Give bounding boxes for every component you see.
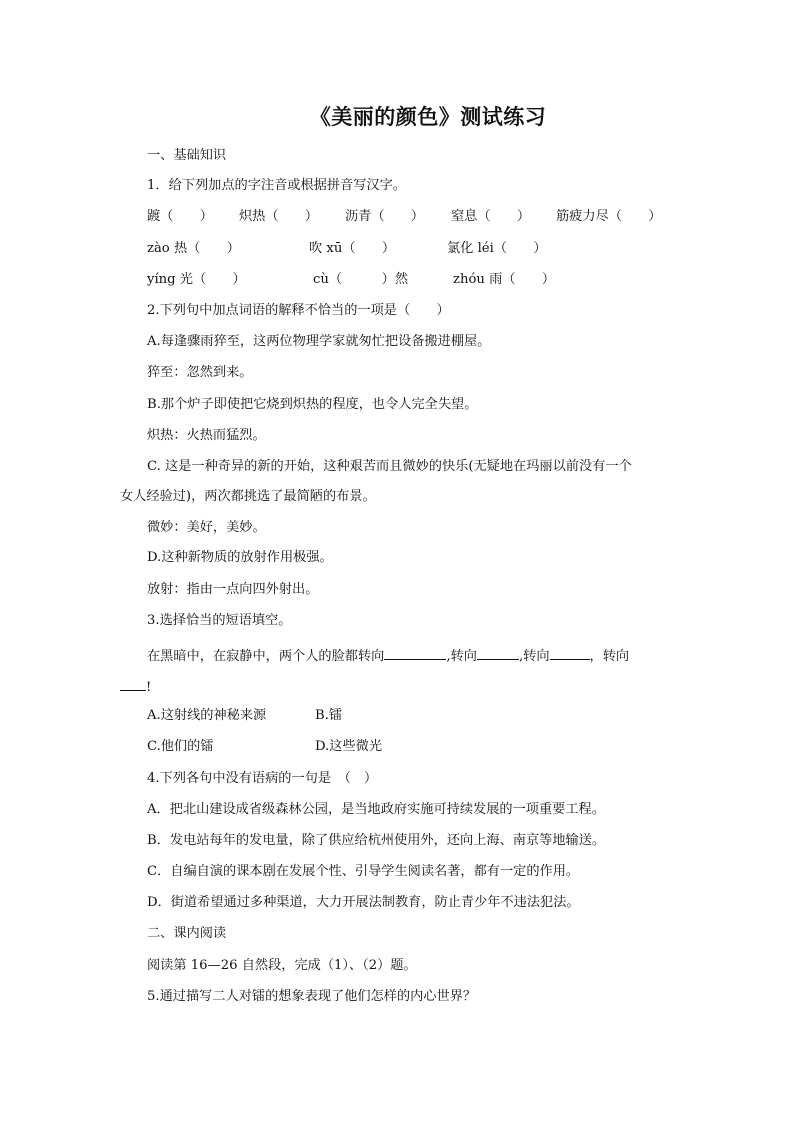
- q1-item-zhixi: 窒息（ ）: [451, 209, 531, 224]
- question-2-option-b: B.那个炉子即使把它烧到炽热的程度，也令人完全失望。: [147, 397, 478, 412]
- q1-item-jinpilijin: 筋疲力尽（ ）: [556, 209, 662, 224]
- question-1-stem: 1．给下列加点的字注音或根据拼音写汉字。: [147, 178, 406, 193]
- question-2-option-c-note: 微妙：美好，美妙。: [147, 520, 266, 535]
- question-3-sentence-end: [120, 676, 151, 697]
- question-5-stem: 5.通过描写二人对镭的想象表现了他们怎样的内心世界？: [147, 989, 477, 1004]
- q1-item-chui-xu: 吹 xū（ ）: [309, 241, 396, 256]
- q3-sep-1: ,转向: [446, 649, 477, 664]
- question-2-stem: 2.下列句中加点词语的解释不恰当的一项是（ ）: [147, 303, 450, 318]
- q3-blank-1[interactable]: [384, 645, 446, 660]
- question-2-option-d-note: 放射：指由一点向四外射出。: [147, 582, 319, 597]
- question-4-option-b: B．发电站每年的发电量，除了供应给杭州使用外，还向上海、南京等地输送。: [147, 833, 606, 848]
- q1-item-du: 踱（ ）: [147, 209, 213, 224]
- question-4-option-c: C．自编自演的课本剧在发展个性、引导学生阅读名著，都有一定的作用。: [147, 864, 580, 879]
- document-title: 《美丽的颜色》测试练习: [309, 105, 547, 129]
- question-4-option-d: D．街道希望通过多种渠道，大力开展法制教育，防止青少年不违法犯法。: [147, 895, 580, 910]
- q1-item-liqing: 沥青（ ）: [345, 209, 425, 224]
- q3-blank-2[interactable]: [477, 645, 519, 660]
- reading-instruction: 阅读第 16—26 自然段，完成（1）、（2）题。: [147, 958, 417, 973]
- question-4-stem: 4.下列各句中没有语病的一句是 （ ）: [147, 771, 378, 786]
- question-4-option-a: A．把北山建设成省级森林公园，是当地政府实施可持续发展的一项重要工程。: [147, 802, 605, 817]
- q1-item-lvhua-lei: 氯化 léi（ ）: [447, 241, 547, 256]
- question-2-option-a-note: 猝至：忽然到来。: [147, 365, 253, 380]
- q1-item-chire: 炽热（ ）: [239, 209, 319, 224]
- section-heading-basics: 一、基础知识: [147, 148, 227, 163]
- q3-sentence-start: 在黑暗中，在寂静中，两个人的脸都转向: [147, 649, 385, 664]
- q3-option-b: B.镭: [315, 708, 343, 723]
- question-2-option-a: A.每逢骤雨猝至，这两位物理学家就匆忙把设备搬进棚屋。: [147, 334, 491, 349]
- section-heading-reading: 二、课内阅读: [147, 926, 227, 941]
- q1-item-ying-guang: yíng 光（ ）: [147, 272, 246, 287]
- question-2-option-b-note: 炽热：火热而猛烈。: [147, 428, 266, 443]
- q1-item-zhou-yu: zhóu 雨（ ）: [453, 272, 556, 287]
- q1-item-cu-ran: cù（ ）然: [313, 272, 409, 287]
- question-3-stem: 3.选择恰当的短语填空。: [147, 613, 292, 628]
- q3-option-d: D.这些微光: [315, 739, 383, 754]
- q3-blank-3[interactable]: [550, 645, 590, 660]
- q1-item-zao-re: zào 热（ ）: [147, 241, 240, 256]
- q3-option-c: C.他们的镭: [147, 739, 214, 754]
- question-2-option-c-line-2: 女人经验过)，两次都挑选了最简陋的布景。: [120, 489, 376, 504]
- q3-sentence-end-mark: !: [146, 680, 152, 695]
- q3-option-a: A.这射线的神秘来源: [147, 708, 267, 723]
- question-2-option-c-line-1: C. 这是一种奇异的新的开始，这种艰苦而且微妙的快乐(无疑地在玛丽以前没有一个: [147, 459, 632, 474]
- q3-blank-4[interactable]: [120, 676, 146, 691]
- q3-sep-2: ,转向: [518, 649, 550, 664]
- q3-sep-3: ，转向: [589, 649, 630, 664]
- question-2-option-d: D.这种新物质的放射作用极强。: [147, 550, 333, 565]
- question-3-sentence: [147, 645, 629, 666]
